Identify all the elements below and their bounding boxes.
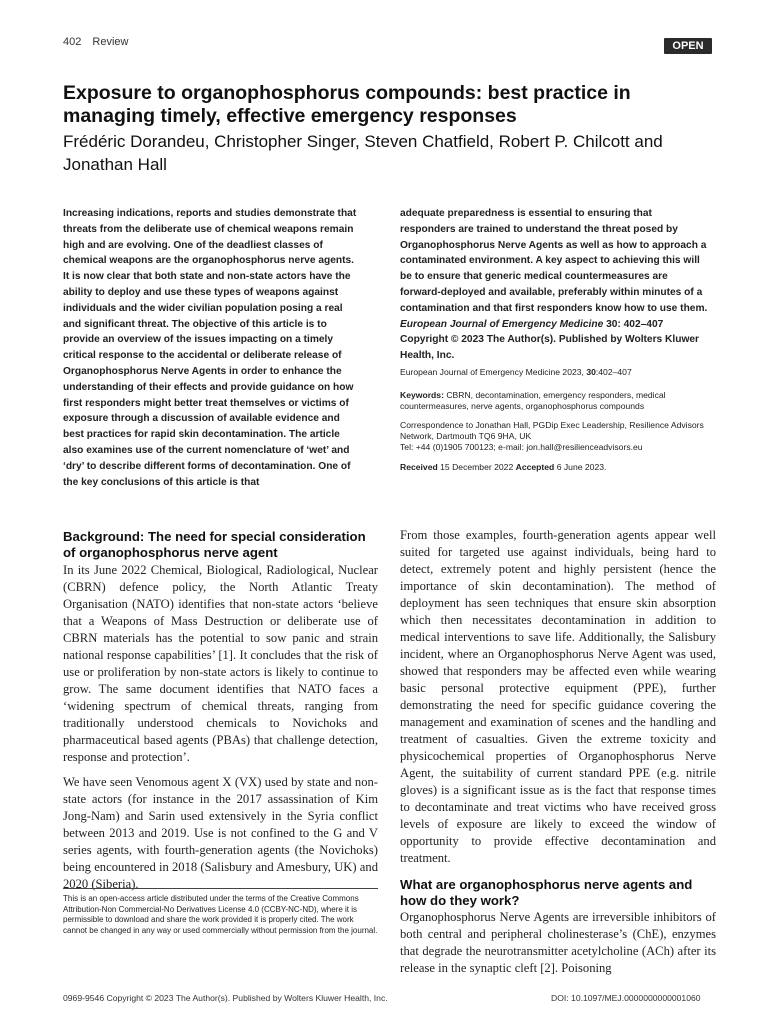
citation-volume: 30: [586, 367, 596, 377]
running-head: [63, 36, 137, 48]
abstract-conclusion: adequate preparedness is essential to ensuring that responders are trained to understand the threat posed by Organophosphorus Nerve Agents as well as how to approach a contaminated environment. A key aspect to achieving this will be to ensure that generic medical countermeasures are forward-deployed and available, preferably within minutes of a contamination and that first responders know how to use them.: [400, 208, 708, 314]
received-accepted: [400, 462, 710, 473]
citation-journal: European Journal of Emergency Medicine: [400, 367, 561, 377]
body-left-column: [63, 529, 378, 901]
accepted-label: Accepted: [515, 462, 555, 472]
keywords-list: CBRN, decontamination, emergency responders, medical countermeasures, nerve agents, organophosphorus compounds: [400, 390, 666, 411]
received-date: 15 December 2022: [437, 462, 516, 472]
background-body: [63, 562, 378, 893]
license-footnote: This is an open-access article distributed under the terms of the Creative Commons Attribution-Non Commercial-No Derivatives License 4.0 (CCBY-NC-ND), where it is permissible to download and share the work provided it is properly cited. The work cannot be changed in any way or used commercially without permission from the journal.: [63, 888, 378, 936]
article-title: Exposure to organophosphorus compounds: best practice in managing timely, effective emergency responses: [63, 82, 631, 127]
abstract-left-column: Increasing indications, reports and studies demonstrate that threats from the deliberate use of chemical weapons remain high and are evolving. One of the deadliest classes of chemical weapons are the organophosphorus nerve agents. It is now clear that both state and non-state actors have the ability to deploy and use these types of weapons against individuals and the wider civilian population posing a real and significant threat. The objective of this article is to provide an overview of the issues impacting on a timely critical response to the accidental or deliberate release of Organophosphorus Nerve Agents in order to enhance the understanding of their effects and provide guidance on how first responders might better treat themselves or victims of exposure through a discussion of available evidence and best practices for rapid skin decontamination. The article also examines use of the current nomenclature of ‘wet’ and ‘dry’ to describe different forms of decontamination. One of the key conclusions of this article is that: [63, 208, 357, 488]
author-list: Frédéric Dorandeu, Christopher Singer, Steven Chatfield, Robert P. Chilcott and Jonathan Hall: [63, 132, 663, 174]
abstract-citation: 30: 402–407 Copyright © 2023 The Author(s). Published by Wolters Kluwer Health, Inc.: [400, 318, 700, 362]
background-paragraph-2: We have seen Venomous agent X (VX) used by state and non-state actors (for instance in the 2017 assassination of Kim Jong-Nam) and Sarin used extensively in the Syria conflict between 2013 and 2019. Use is not confined to the G and V series agents, with fourth-generation agents (the Novichoks) being encountered in 2018 (Salisbury and Amesbury, UK) and 2020 (Siberia).: [63, 775, 378, 891]
what-are-heading: What are organophosphorus nerve agents and how do they work?: [400, 877, 693, 908]
page-number: 402: [63, 36, 82, 48]
journal-citation: [400, 367, 710, 378]
correspondence-address: Correspondence to Jonathan Hall, PGDip Exec Leadership, Resilience Advisors Network, Dartmouth TQ6 9HA, UK: [400, 420, 704, 441]
citation-year: 2023,: [560, 367, 587, 377]
abstract-journal-name: European Journal of Emergency Medicine: [400, 318, 604, 330]
open-access-badge: OPEN: [664, 38, 712, 54]
footer-copyright: 0969-9546 Copyright © 2023 The Author(s). Published by Wolters Kluwer Health, Inc.: [63, 993, 388, 1003]
what-are-paragraph-1: Organophosphorus Nerve Agents are irreversible inhibitors of both central and peripheral cholinesterase’s (ChE), enzymes that degrade the neurotransmitter acetylcholine (ACh) after its release in the synaptic cleft [2]. Poisoning: [400, 910, 716, 975]
abstract-right-column: [400, 206, 708, 364]
background-paragraph-1: In its June 2022 Chemical, Biological, Radiological, Nuclear (CBRN) defence policy, the North Atlantic Treaty Organisation (NATO) identifies that non-state actors ‘believe that a Weapons of Mass Destruction or deliberate use of CBRN materials has the potential to sow panic and strain national response capabilities’ [1]. It concludes that the risk of use or proliferation by non-state actors is likely to continue to grow. The same document identifies that NATO faces a ‘widening spectrum of chemical threats, ranging from traditionally understood chemicals to Novichoks and pharmaceutical based agents (PBAs) that challenge detection, response and protection’.: [63, 563, 378, 764]
footer-doi: DOI: 10.1097/MEJ.0000000000001060: [551, 993, 701, 1003]
accepted-date: 6 June 2023.: [554, 462, 607, 472]
citation-pages: :402–407: [595, 367, 632, 377]
correspondence-contact: Tel: +44 (0)1905 700123; e-mail: jon.hall@resilienceadvisors.eu: [400, 442, 643, 452]
section-label: Review: [92, 36, 129, 48]
background-heading: Background: The need for special consideration of organophosphorus nerve agent: [63, 529, 366, 560]
keywords-label: Keywords:: [400, 390, 444, 400]
keywords: [400, 390, 710, 412]
correspondence: [400, 420, 710, 453]
received-label: Received: [400, 462, 438, 472]
right-paragraph-1: From those examples, fourth-generation agents appear well suited for targeted use against individuals, being hard to detect, extremely potent and highly persistent (hence the importance of skin decontamination). The method of deployment has seen techniques that ensure skin absorption which then necessitates decontamination in addition to medical interventions to save life. Additionally, the Salisbury incident, where an Organophosphorus Nerve Agent was used, showed that responders may be affected even while wearing basic personal protective equipment (PPE), further demonstrating the need for specific guidance covering the management and examination of scenes and the handling and treatment of casualties. Given the extreme toxicity and physicochemical properties of Organophosphorus Nerve Agent, the suitability of current standard PPE (e.g. nitrile gloves) is a significant issue as is the fact that response times to decontaminate and treat victims who have received gross levels of exposure are likely to exceed the window of opportunity to provide effective decontamination and treatment.: [400, 528, 716, 865]
body-right-column: [400, 527, 716, 985]
what-are-body: [400, 909, 716, 977]
right-body: [400, 527, 716, 867]
